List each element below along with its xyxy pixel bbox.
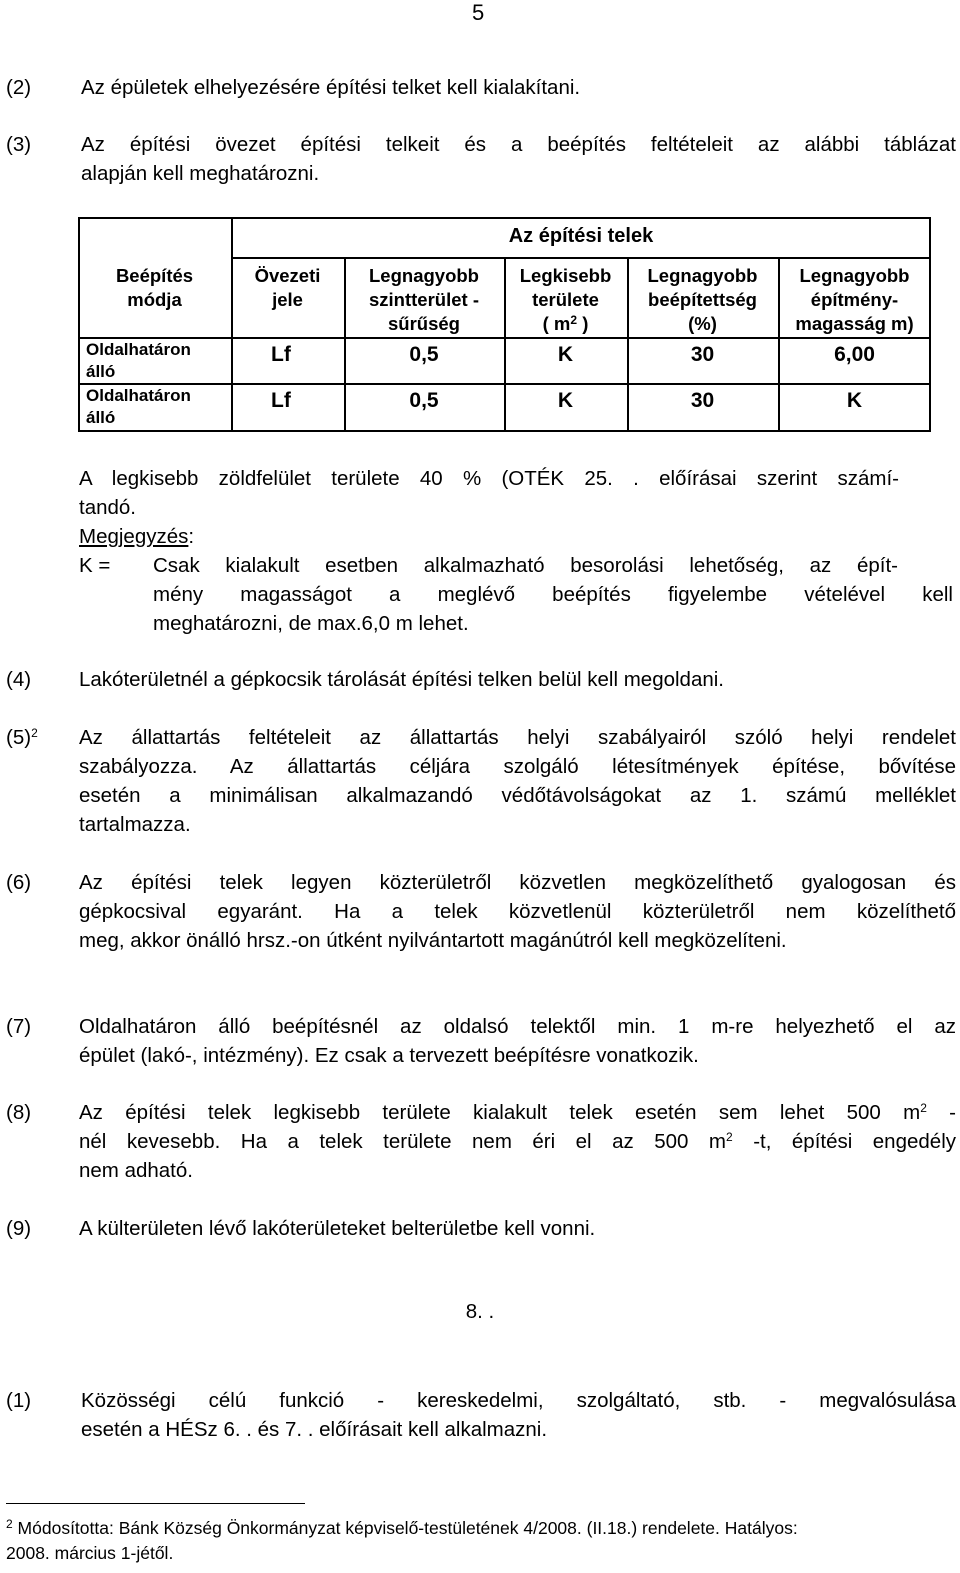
section-paragraph-1: (1) Közösségi célú funkció - kereskedelmi, szolgáltató, stb. - megvalósulása esetén a HÉSz 6. . és 7. . előírásait kell alkalmazni.: [6, 1386, 956, 1444]
cell-height: 6,00: [834, 343, 875, 366]
footnote: $^2$ Módosította: Bánk Község Önkormányzat képviselő-testületének 4/2008. (II.18.) rendelete. Hatályos: 2008. március 1-jétől.: [6, 1517, 798, 1563]
paragraph-line: Az építési övezet építési telkeit és a beépítés feltételeit az alábbi táblázat: [81, 133, 956, 156]
paragraph-number: (3): [6, 133, 32, 156]
cell-zone: Lf: [271, 389, 291, 412]
paragraph-number: (2): [6, 76, 32, 99]
paragraph-text: Az épületek elhelyezésére építési telket kell kialakítani.: [81, 76, 581, 99]
header-zone-code: Övezeti jele: [254, 265, 321, 310]
paragraph-2: [6, 73, 956, 102]
note-text: Csak kialakult esetben alkalmazható besorolási lehetőség, az épít- mény magasságot a meglévő beépítés figyelembe vételével kell meghatározni, de max.6,0 m lehet.: [153, 554, 953, 635]
cell-coverage: 30: [690, 343, 715, 366]
row-label: Oldalhatáron álló: [86, 386, 191, 427]
page-number: 5: [472, 0, 485, 25]
header-max-height: Legnagyobb építmény- magasság m): [795, 265, 914, 334]
cell-area: K: [557, 343, 574, 366]
paragraph-number: $(5)^2$: [6, 726, 38, 749]
paragraph-7: (7) Oldalhatáron álló beépítésnél az oldalsó telektől min. 1 m-re helyezhető el az épület (lakó-, intézmény). Ez csak a tervezett beépítésre vonatkozik.: [6, 1012, 956, 1070]
paragraph-text: Lakóterületnél a gépkocsik tárolását építési telken belül kell megoldani.: [79, 668, 724, 691]
paragraph-8: (8) Az építési telek legkisebb területe kialakult telek esetén sem lehet 500 $m^2$ - nél kevesebb. Ha a telek területe nem éri el az 500 $m^2$ -t, építési engedély nem adható.: [6, 1098, 956, 1185]
header-max-density: Legnagyobb szintterület - sűrűség: [369, 265, 479, 334]
paragraph-5: $(5)^2$ Az állattartás feltételeit az állattartás helyi szabályairól szóló helyi rendelet szabályozza. Az állattartás céljára szolgáló létesítmények építése, bővítése esetén a minimálisan alkalmazandó védőtávolságokat az 1. számú melléklet tartalmazza.: [6, 723, 956, 839]
paragraph-9: [6, 1214, 956, 1243]
row-label: Oldalhatáron álló: [86, 340, 191, 381]
header-min-area: Legkisebb területe ( $m^2$ ): [519, 265, 612, 334]
paragraph-number: (8): [6, 1101, 32, 1124]
note-k-label: K =: [79, 554, 111, 577]
cell-area: K: [557, 389, 574, 412]
paragraph-line: alapján kell meghatározni.: [81, 162, 320, 185]
header-max-coverage: Legnagyobb beépítettség (%): [647, 265, 758, 334]
cell-coverage: 30: [690, 389, 715, 412]
paragraph-number: (6): [6, 871, 32, 894]
cell-height: K: [846, 389, 863, 412]
cell-density: 0,5: [409, 389, 439, 412]
footnote-separator: [6, 1503, 305, 1504]
paragraph-6: (6) Az építési telek legyen közterületről közvetlen megközelíthető gyalogosan és gépkocsival egyaránt. Ha a telek közvetlenül közterületről nem közelíthető meg, akkor önálló hrsz.-on útként nyilvántartott magánútról kell megközelíteni.: [6, 868, 956, 955]
section-heading: 8. .: [465, 1300, 495, 1323]
paragraph-4: [6, 665, 956, 694]
cell-zone: Lf: [271, 343, 291, 366]
green-area-note: A legkisebb zöldfelület területe 40 % (OTÉK 25. . előírásai szerint számí- tandó.: [79, 467, 899, 519]
paragraph-number: (4): [6, 668, 32, 691]
paragraph-number: (7): [6, 1015, 32, 1038]
building-parameters-table: [78, 217, 931, 432]
paragraph-3: [6, 130, 956, 188]
paragraph-number: (9): [6, 1217, 32, 1240]
paragraph-number: (1): [6, 1389, 32, 1412]
paragraph-text: A külterületen lévő lakóterületeket belterületbe kell vonni.: [79, 1217, 596, 1240]
note-heading: Megjegyzés:: [79, 525, 195, 548]
header-building-mode: Beépítés módja: [115, 265, 194, 310]
table-group-header: Az építési telek: [508, 225, 654, 247]
cell-density: 0,5: [409, 343, 439, 366]
